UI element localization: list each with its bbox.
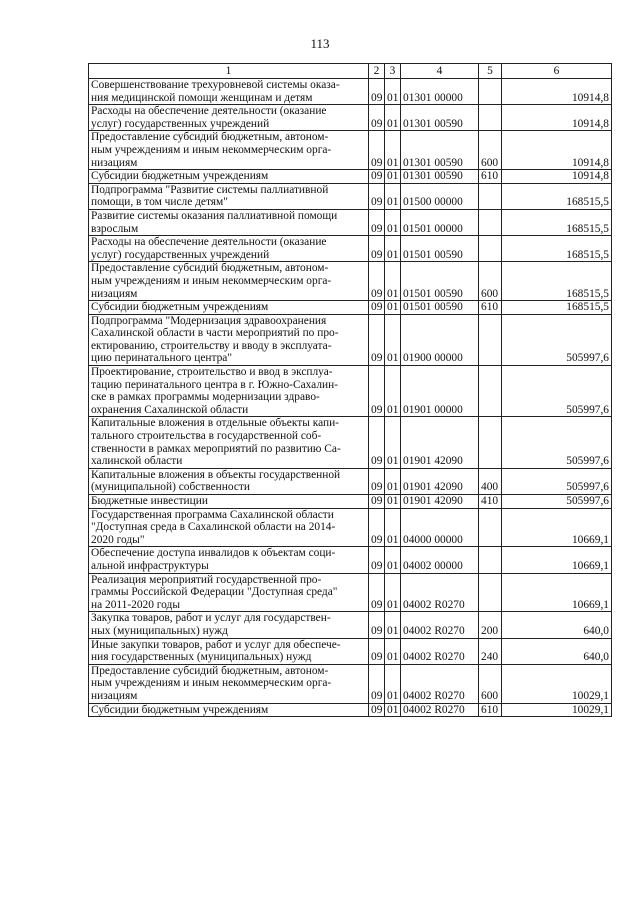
section-cell: 09 — [369, 209, 385, 235]
item-name-cell: Проектирование, строительство и ввод в эксплуа- тацию перинатального центра в г. Южно-Сахалин- ске в рамках программы модернизации здраво- охранения Сахалинской области — [89, 366, 369, 417]
subsection-cell: 01 — [385, 131, 401, 170]
expense-type-cell: 610 — [479, 301, 502, 315]
expense-type-cell — [479, 183, 502, 209]
table-row — [89, 366, 612, 417]
section-cell: 09 — [369, 417, 385, 468]
item-name-cell: Субсидии бюджетным учреждениям — [89, 703, 369, 717]
table-row — [89, 468, 612, 494]
amount-cell: 505997,6 — [502, 314, 612, 365]
table-row — [89, 314, 612, 365]
column-header: 1 — [89, 64, 369, 79]
table-row — [89, 495, 612, 509]
expense-type-cell — [479, 573, 502, 612]
table-row — [89, 664, 612, 703]
target-code-cell: 01301 00590 — [401, 105, 479, 131]
item-name-cell: Развитие системы оказания паллиативной помощи взрослым — [89, 209, 369, 235]
item-name-cell: Капитальные вложения в объекты государственной (муниципальной) собственности — [89, 468, 369, 494]
subsection-cell: 01 — [385, 170, 401, 184]
amount-cell: 10669,1 — [502, 508, 612, 547]
target-code-cell: 01501 00590 — [401, 262, 479, 301]
subsection-cell: 01 — [385, 417, 401, 468]
item-name-cell: Бюджетные инвестиции — [89, 495, 369, 509]
expense-type-cell: 610 — [479, 703, 502, 717]
table-row — [89, 417, 612, 468]
table-row — [89, 105, 612, 131]
page-number: 113 — [310, 36, 330, 51]
expense-type-cell — [479, 366, 502, 417]
target-code-cell: 04002 00000 — [401, 547, 479, 573]
expense-type-cell — [479, 314, 502, 365]
item-name-cell: Субсидии бюджетным учреждениям — [89, 301, 369, 315]
expense-type-cell: 600 — [479, 262, 502, 301]
table-row — [89, 547, 612, 573]
amount-cell: 10669,1 — [502, 573, 612, 612]
column-header: 5 — [479, 64, 502, 79]
item-name-cell: Иные закупки товаров, работ и услуг для обеспече- ния государственных (муниципальных) нужд — [89, 638, 369, 664]
target-code-cell: 01901 00000 — [401, 366, 479, 417]
table-row — [89, 262, 612, 301]
header-row — [89, 64, 612, 79]
expense-type-cell — [479, 547, 502, 573]
target-code-cell: 01900 00000 — [401, 314, 479, 365]
target-code-cell: 01901 42090 — [401, 495, 479, 509]
subsection-cell: 01 — [385, 105, 401, 131]
expense-type-cell — [479, 236, 502, 262]
section-cell: 09 — [369, 664, 385, 703]
target-code-cell: 01501 00590 — [401, 301, 479, 315]
subsection-cell: 01 — [385, 79, 401, 105]
subsection-cell: 01 — [385, 314, 401, 365]
budget-table — [88, 63, 612, 717]
table-row — [89, 638, 612, 664]
column-header: 2 — [369, 64, 385, 79]
expense-type-cell: 610 — [479, 170, 502, 184]
item-name-cell: Закупка товаров, работ и услуг для государствен- ных (муниципальных) нужд — [89, 612, 369, 638]
amount-cell: 168515,5 — [502, 183, 612, 209]
subsection-cell: 01 — [385, 301, 401, 315]
target-code-cell: 01301 00590 — [401, 131, 479, 170]
section-cell: 09 — [369, 508, 385, 547]
amount-cell: 505997,6 — [502, 417, 612, 468]
expense-type-cell — [479, 105, 502, 131]
section-cell: 09 — [369, 366, 385, 417]
target-code-cell: 04002 R0270 — [401, 573, 479, 612]
expense-type-cell — [479, 508, 502, 547]
expense-type-cell — [479, 209, 502, 235]
subsection-cell: 01 — [385, 262, 401, 301]
subsection-cell: 01 — [385, 612, 401, 638]
table-row — [89, 170, 612, 184]
section-cell: 09 — [369, 301, 385, 315]
subsection-cell: 01 — [385, 183, 401, 209]
subsection-cell: 01 — [385, 638, 401, 664]
amount-cell: 640,0 — [502, 638, 612, 664]
target-code-cell: 04000 00000 — [401, 508, 479, 547]
target-code-cell: 04002 R0270 — [401, 664, 479, 703]
table-row — [89, 703, 612, 717]
target-code-cell: 01500 00000 — [401, 183, 479, 209]
table-row — [89, 573, 612, 612]
section-cell: 09 — [369, 131, 385, 170]
subsection-cell: 01 — [385, 508, 401, 547]
target-code-cell: 04002 R0270 — [401, 612, 479, 638]
section-cell: 09 — [369, 236, 385, 262]
amount-cell: 10914,8 — [502, 105, 612, 131]
section-cell: 09 — [369, 314, 385, 365]
item-name-cell: Подпрограмма "Развитие системы паллиативной помощи, в том числе детям" — [89, 183, 369, 209]
amount-cell: 505997,6 — [502, 366, 612, 417]
table-row — [89, 79, 612, 105]
item-name-cell: Расходы на обеспечение деятельности (оказание услуг) государственных учреждений — [89, 236, 369, 262]
subsection-cell: 01 — [385, 495, 401, 509]
section-cell: 09 — [369, 105, 385, 131]
column-header: 3 — [385, 64, 401, 79]
section-cell: 09 — [369, 170, 385, 184]
target-code-cell: 01501 00000 — [401, 209, 479, 235]
table-row — [89, 301, 612, 315]
amount-cell: 10914,8 — [502, 79, 612, 105]
subsection-cell: 01 — [385, 547, 401, 573]
expense-type-cell: 240 — [479, 638, 502, 664]
section-cell: 09 — [369, 638, 385, 664]
item-name-cell: Совершенствование трехуровневой системы оказа- ния медицинской помощи женщинам и детям — [89, 79, 369, 105]
expense-type-cell: 200 — [479, 612, 502, 638]
section-cell: 09 — [369, 573, 385, 612]
item-name-cell: Капитальные вложения в отдельные объекты капи- тального строительства в государственной соб- ственности в рамках мероприятий по развитию Са- халинской области — [89, 417, 369, 468]
column-header: 4 — [401, 64, 479, 79]
subsection-cell: 01 — [385, 209, 401, 235]
column-header: 6 — [502, 64, 612, 79]
subsection-cell: 01 — [385, 703, 401, 717]
table-row — [89, 612, 612, 638]
table-row — [89, 508, 612, 547]
amount-cell: 505997,6 — [502, 495, 612, 509]
target-code-cell: 04002 R0270 — [401, 703, 479, 717]
section-cell: 09 — [369, 547, 385, 573]
section-cell: 09 — [369, 495, 385, 509]
amount-cell: 505997,6 — [502, 468, 612, 494]
item-name-cell: Субсидии бюджетным учреждениям — [89, 170, 369, 184]
subsection-cell: 01 — [385, 468, 401, 494]
subsection-cell: 01 — [385, 236, 401, 262]
amount-cell: 168515,5 — [502, 301, 612, 315]
table-row — [89, 183, 612, 209]
item-name-cell: Обеспечение доступа инвалидов к объектам соци- альной инфраструктуры — [89, 547, 369, 573]
subsection-cell: 01 — [385, 366, 401, 417]
amount-cell: 10029,1 — [502, 703, 612, 717]
subsection-cell: 01 — [385, 573, 401, 612]
section-cell: 09 — [369, 79, 385, 105]
item-name-cell: Предоставление субсидий бюджетным, автоном- ным учреждениям и иным некоммерческим орга- низациям — [89, 664, 369, 703]
target-code-cell: 01901 42090 — [401, 468, 479, 494]
expense-type-cell — [479, 79, 502, 105]
amount-cell: 168515,5 — [502, 209, 612, 235]
expense-type-cell: 600 — [479, 131, 502, 170]
target-code-cell: 01301 00590 — [401, 170, 479, 184]
expense-type-cell: 400 — [479, 468, 502, 494]
amount-cell: 10669,1 — [502, 547, 612, 573]
amount-cell: 640,0 — [502, 612, 612, 638]
target-code-cell: 01901 42090 — [401, 417, 479, 468]
section-cell: 09 — [369, 703, 385, 717]
section-cell: 09 — [369, 183, 385, 209]
target-code-cell: 04002 R0270 — [401, 638, 479, 664]
table-row — [89, 236, 612, 262]
item-name-cell: Государственная программа Сахалинской области "Доступная среда в Сахалинской области на 2014- 2020 годы" — [89, 508, 369, 547]
expense-type-cell: 600 — [479, 664, 502, 703]
target-code-cell: 01301 00000 — [401, 79, 479, 105]
amount-cell: 168515,5 — [502, 262, 612, 301]
subsection-cell: 01 — [385, 664, 401, 703]
amount-cell: 10914,8 — [502, 170, 612, 184]
amount-cell: 168515,5 — [502, 236, 612, 262]
section-cell: 09 — [369, 262, 385, 301]
item-name-cell: Предоставление субсидий бюджетным, автоном- ным учреждениям и иным некоммерческим орга- низациям — [89, 131, 369, 170]
target-code-cell: 01501 00590 — [401, 236, 479, 262]
amount-cell: 10029,1 — [502, 664, 612, 703]
amount-cell: 10914,8 — [502, 131, 612, 170]
expense-type-cell: 410 — [479, 495, 502, 509]
table-row — [89, 131, 612, 170]
item-name-cell: Подпрограмма "Модернизация здравоохранения Сахалинской области в части мероприятий по про- ектированию, строительству и вводу в эксплуата- цию перинатального центра" — [89, 314, 369, 365]
table-body — [89, 79, 612, 717]
expense-type-cell — [479, 417, 502, 468]
section-cell: 09 — [369, 468, 385, 494]
item-name-cell: Предоставление субсидий бюджетным, автоном- ным учреждениям и иным некоммерческим орга- низациям — [89, 262, 369, 301]
item-name-cell: Реализация мероприятий государственной про- граммы Российской Федерации "Доступная среда" на 2011-2020 годы — [89, 573, 369, 612]
item-name-cell: Расходы на обеспечение деятельности (оказание услуг) государственных учреждений — [89, 105, 369, 131]
section-cell: 09 — [369, 612, 385, 638]
table-header — [89, 64, 612, 79]
table-row — [89, 209, 612, 235]
